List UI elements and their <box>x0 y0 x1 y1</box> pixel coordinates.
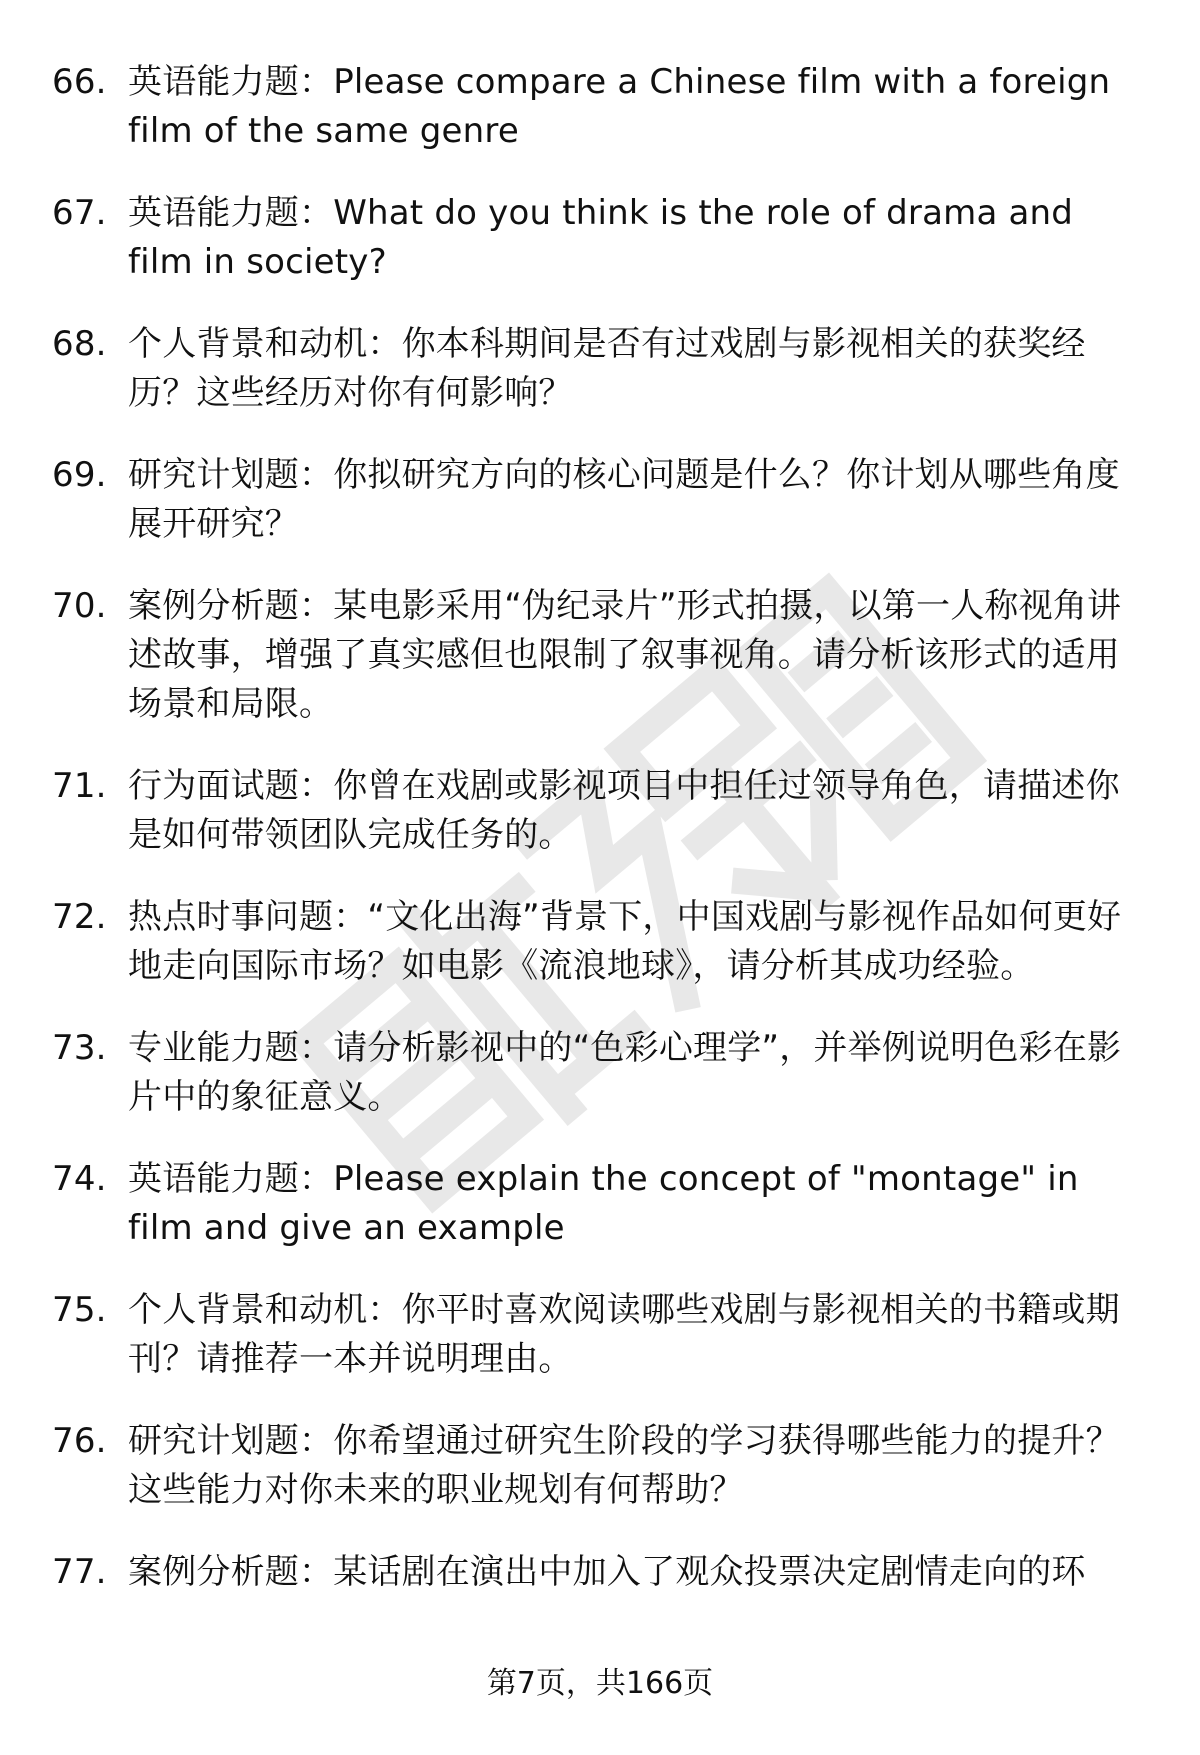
question-number: 68. <box>52 324 107 364</box>
question-item-67 <box>0 189 1200 287</box>
question-item-73 <box>0 1024 1200 1122</box>
question-text: 案例分析题：某话剧在演出中加入了观众投票决定剧情走向的环 <box>128 1552 1086 1592</box>
question-list <box>0 58 1200 1597</box>
question-item-77 <box>0 1548 1200 1597</box>
question-number: 76. <box>52 1421 107 1461</box>
question-item-69 <box>0 451 1200 549</box>
question-number: 71. <box>52 766 107 806</box>
question-text: 行为面试题：你曾在戏剧或影视项目中担任过领导角色，请描述你是如何带领团队完成任务的。 <box>128 766 1120 855</box>
question-number: 70. <box>52 586 107 626</box>
question-text: 研究计划题：你拟研究方向的核心问题是什么？你计划从哪些角度展开研究？ <box>128 455 1120 544</box>
question-item-75 <box>0 1286 1200 1384</box>
question-number: 67. <box>52 193 107 233</box>
question-text: 英语能力题：Please explain the concept of "montage" in film and give an example <box>128 1159 1079 1248</box>
question-number: 74. <box>52 1159 107 1199</box>
question-number: 72. <box>52 897 107 937</box>
question-item-66 <box>0 58 1200 156</box>
page-number-label: 第7页，共166页 <box>486 1666 714 1701</box>
question-item-71 <box>0 762 1200 860</box>
question-text: 个人背景和动机：你平时喜欢阅读哪些戏剧与影视相关的书籍或期刊？请推荐一本并说明理由。 <box>128 1290 1120 1379</box>
question-item-68 <box>0 320 1200 418</box>
question-number: 66. <box>52 62 107 102</box>
question-item-76 <box>0 1417 1200 1515</box>
question-text: 英语能力题：Please compare a Chinese film with a foreign film of the same genre <box>128 62 1111 151</box>
question-text: 热点时事问题：“文化出海”背景下，中国戏剧与影视作品如何更好地走向国际市场？如电影《流浪地球》，请分析其成功经验。 <box>128 897 1122 986</box>
question-text: 英语能力题：What do you think is the role of drama and film in society? <box>128 193 1074 282</box>
question-text: 个人背景和动机：你本科期间是否有过戏剧与影视相关的获奖经历？这些经历对你有何影响？ <box>128 324 1086 413</box>
question-number: 75. <box>52 1290 107 1330</box>
question-number: 73. <box>52 1028 107 1068</box>
question-text: 案例分析题：某电影采用“伪纪录片”形式拍摄，以第一人称视角讲述故事，增强了真实感但也限制了叙事视角。请分析该形式的适用场景和局限。 <box>128 586 1122 724</box>
question-item-74 <box>0 1155 1200 1253</box>
question-number: 69. <box>52 455 107 495</box>
question-item-72 <box>0 893 1200 991</box>
question-text: 专业能力题：请分析影视中的“色彩心理学”，并举例说明色彩在影片中的象征意义。 <box>128 1028 1122 1117</box>
question-number: 77. <box>52 1552 107 1592</box>
question-item-70 <box>0 582 1200 729</box>
page-footer <box>0 1664 1200 1704</box>
question-text: 研究计划题：你希望通过研究生阶段的学习获得哪些能力的提升？这些能力对你未来的职业规划有何帮助？ <box>128 1421 1120 1510</box>
